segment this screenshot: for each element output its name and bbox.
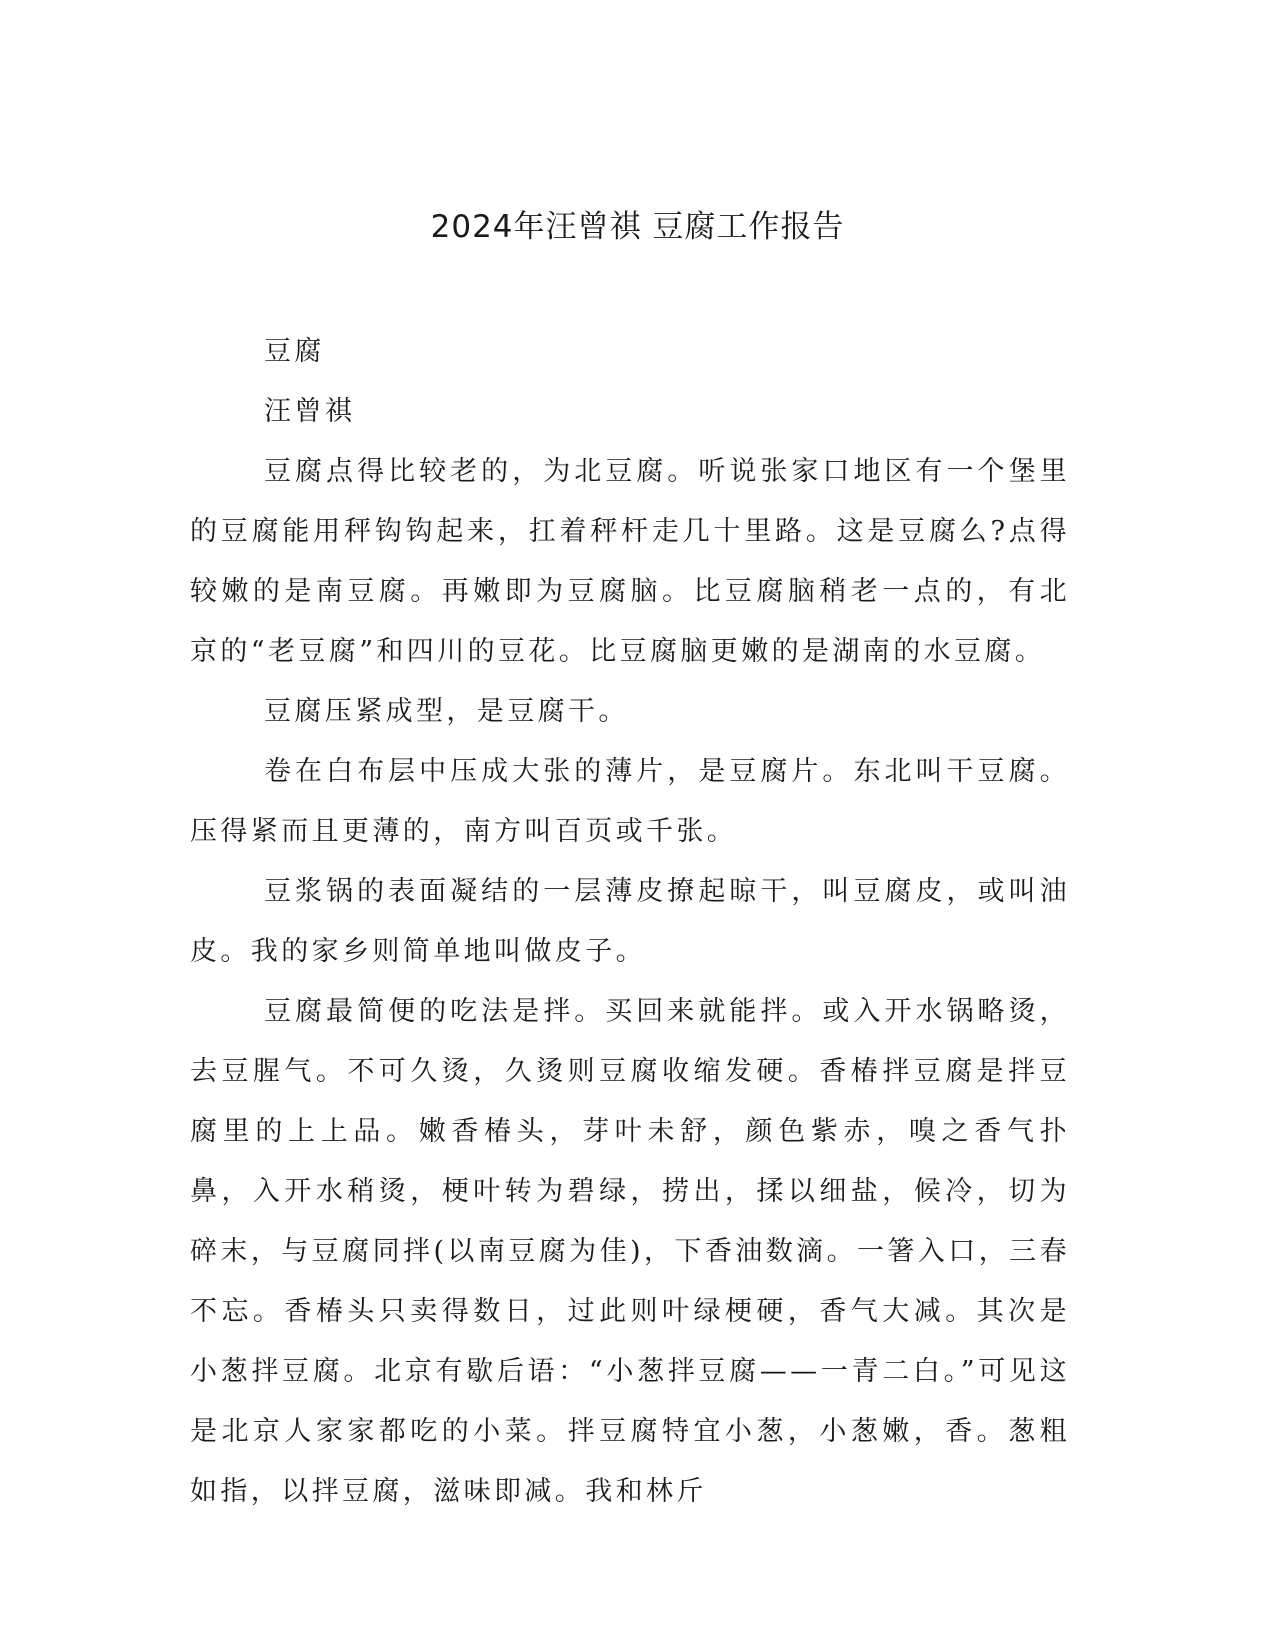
section-heading: 豆腐 bbox=[264, 336, 325, 367]
page-title: 2024年汪曾祺 豆腐工作报告 bbox=[430, 209, 845, 245]
paragraph: 豆浆锅的表面凝结的一层薄皮撩起晾干，叫豆腐皮，或叫油皮。我的家乡则简单地叫做皮子。 bbox=[190, 876, 1070, 967]
paragraph: 卷在白布层中压成大张的薄片，是豆腐片。东北叫干豆腐。压得紧而且更薄的，南方叫百页或千张。 bbox=[190, 756, 1070, 847]
paragraph: 豆腐压紧成型，是豆腐干。 bbox=[264, 696, 629, 727]
document-body bbox=[190, 322, 1070, 1522]
paragraph: 豆腐点得比较老的，为北豆腐。听说张家口地区有一个堡里的豆腐能用秤钩钩起来，扛着秤杆走几十里路。这是豆腐么?点得较嫩的是南豆腐。再嫩即为豆腐脑。比豆腐脑稍老一点的，有北京的“老豆腐”和四川的豆花。比豆腐脑更嫩的是湖南的水豆腐。 bbox=[190, 456, 1070, 667]
paragraph: 豆腐最简便的吃法是拌。买回来就能拌。或入开水锅略烫，去豆腥气。不可久烫，久烫则豆腐收缩发硬。香椿拌豆腐是拌豆腐里的上上品。嫩香椿头，芽叶未舒，颜色紫赤，嗅之香气扑鼻，入开水稍烫，梗叶转为碧绿，捞出，揉以细盐，候冷，切为碎末，与豆腐同拌(以南豆腐为佳)，下香油数滴。一箸入口，三春不忘。香椿头只卖得数日，过此则叶绿梗硬，香气大减。其次是小葱拌豆腐。北京有歇后语：“小葱拌豆腐——一青二白。”可见这是北京人家家都吃的小菜。拌豆腐特宜小葱，小葱嫩，香。葱粗如指，以拌豆腐，滋味即减。我和林斤 bbox=[190, 996, 1070, 1507]
author-name: 汪曾祺 bbox=[264, 396, 356, 427]
